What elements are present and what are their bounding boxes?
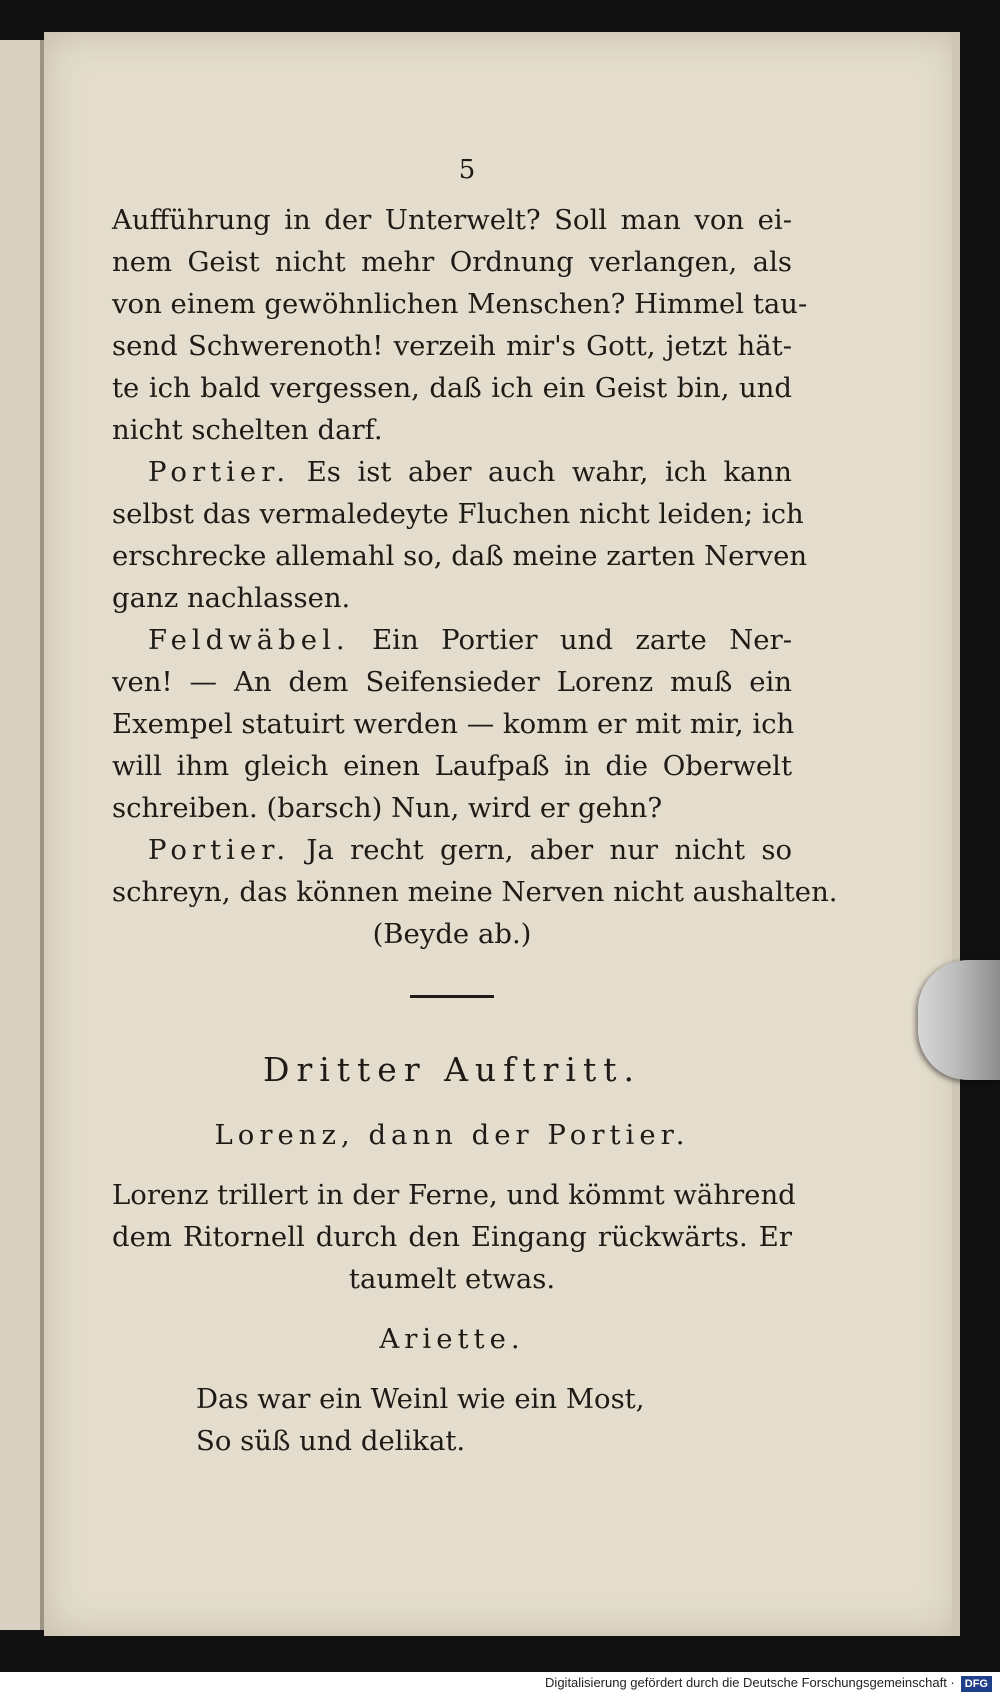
text-line: schreiben. (barsch) Nun, wird er gehn?	[112, 792, 663, 824]
text-line: schreyn, das können meine Nerven nicht aushalten.	[112, 876, 838, 908]
dfg-logo: DFG	[961, 1676, 992, 1692]
speaker-name: Feldwäbel.	[148, 624, 350, 656]
text-line: Exempel statuirt werden — komm er mit mir, ich	[112, 708, 795, 740]
verse-line: So süß und delikat.	[196, 1425, 466, 1457]
speech-portier-first	[112, 451, 792, 493]
scene-characters: Lorenz, dann der Portier.	[214, 1119, 690, 1151]
text-line: te ich bald vergessen, daß ich ein Geist bin, und	[112, 372, 792, 404]
stage-direction-line: dem Ritornell durch den Eingang rückwärts. Er	[112, 1221, 792, 1253]
footer-credit: Digitalisierung gefördert durch die Deutsche Forschungsgemeinschaft ·	[545, 1675, 955, 1690]
page-number: 5	[458, 155, 476, 185]
text-line: nem Geist nicht mehr Ordnung verlangen, als	[112, 246, 792, 278]
stage-direction-line: Lorenz trillert in der Ferne, und kömmt während	[112, 1179, 796, 1211]
verse-line: Das war ein Weinl wie ein Most,	[196, 1383, 645, 1415]
speaker-name: Portier.	[148, 834, 291, 866]
speech-text: Es ist aber auch wahr, ich kann	[306, 456, 792, 488]
text-line: will ihm gleich einen Laufpaß in die Oberwelt	[112, 750, 792, 782]
speech-portier-second	[112, 829, 792, 871]
text-line: ven! — An dem Seifensieder Lorenz muß ein	[112, 666, 792, 698]
speaker-name: Portier.	[148, 456, 291, 488]
section-divider	[410, 995, 494, 998]
scene-heading: Dritter Auftritt.	[262, 1050, 641, 1089]
digitization-footer	[0, 1672, 1000, 1694]
text-line: nicht schelten darf.	[112, 414, 383, 446]
speech-text: Ja recht gern, aber nur nicht so	[306, 834, 792, 866]
text-line: Aufführung in der Unterwelt? Soll man von ei-	[112, 204, 792, 236]
text-line: erschrecke allemahl so, daß meine zarten Nerven	[112, 540, 808, 572]
page-text	[112, 155, 838, 1462]
speech-feldwabel-first	[112, 619, 792, 661]
page-clip	[918, 960, 1000, 1080]
text-line: selbst das vermaledeyte Fluchen nicht leiden; ich	[112, 498, 804, 530]
song-title: Ariette.	[379, 1323, 525, 1355]
text-line: ganz nachlassen.	[112, 582, 351, 614]
page-edge	[952, 32, 960, 1636]
text-line: von einem gewöhnlichen Menschen? Himmel tau-	[112, 288, 808, 320]
left-page-edge	[0, 40, 44, 1630]
stage-direction-line: taumelt etwas.	[348, 1263, 556, 1295]
stage-direction: (Beyde ab.)	[372, 918, 532, 950]
text-line: send Schwerenoth! verzeih mir's Gott, jetzt hät-	[112, 330, 792, 362]
speech-text: Ein Portier und zarte Ner-	[372, 624, 793, 656]
